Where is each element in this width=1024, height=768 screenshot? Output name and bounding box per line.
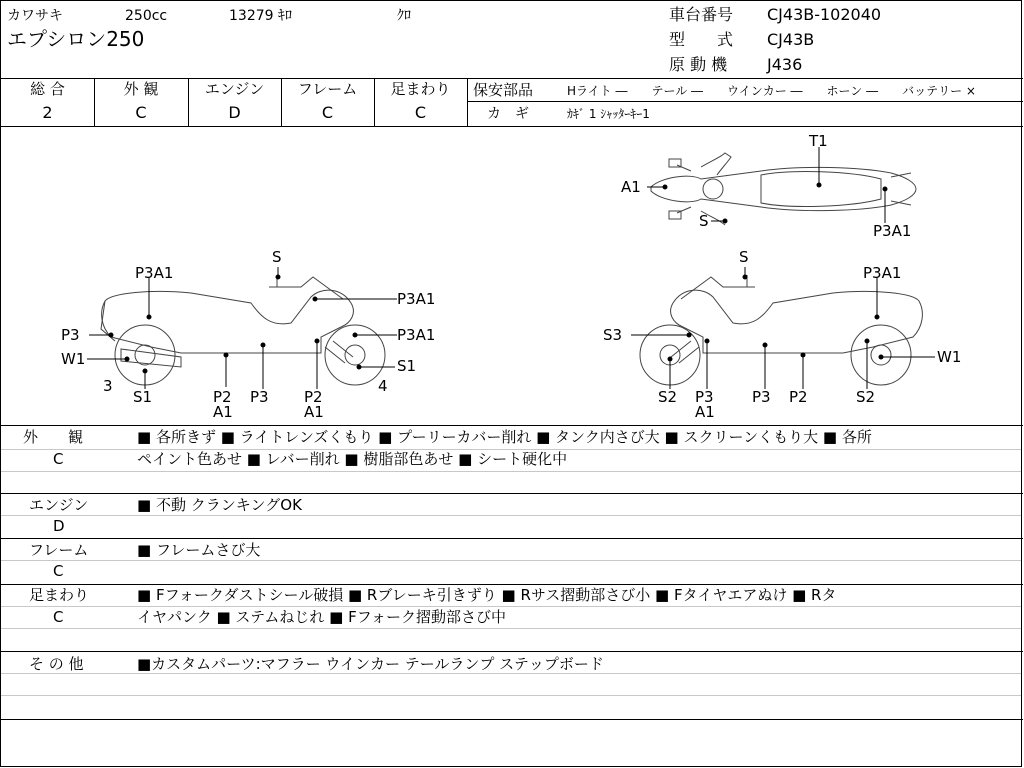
note-suspension-grade: C [53,608,64,626]
note-frame-text-1: ■ フレームさび大 [137,541,261,559]
engine-value: J436 [767,55,803,74]
engine-label: 原 動 機 [669,55,728,74]
diagram-label-left-a1-b: A1 [304,403,324,421]
mileage: 13279 ｷﾛ [229,8,292,24]
diagram-label-left-4: 4 [378,377,388,395]
diagram-label-top-a1: A1 [621,178,641,196]
note-engine-title: エンジン [29,496,89,514]
diagram-label-right-p3-a: P3 [695,388,714,406]
frame-no: CJ43B-102040 [767,5,882,24]
top-view-scooter [651,153,916,225]
diagram-label-left-3: 3 [103,377,113,395]
diagram-label-right-a1: A1 [695,403,715,421]
diagram-label-right-s2-rear: S2 [856,388,876,406]
grade-frame-label: フレーム [297,80,358,98]
note-exterior-text-2: ペイント色あせ ■ レバー削れ ■ 樹脂部色あせ ■ シート硬化中 [137,450,568,468]
diagram-label-left-p3-b: P3 [250,388,269,406]
diagram-label-right-p3-b: P3 [752,388,771,406]
note-engine-text-1: ■ 不動 クランキングOK [137,496,302,514]
diagram-label-left-s: S [272,248,282,266]
safety-label: 保安部品 [473,81,534,99]
diagram-label-right-s: S [739,248,749,266]
note-frame-grade: C [53,562,64,580]
diagram-label-right-p3a1: P3A1 [863,264,902,282]
grade-suspension-label: 足まわり [390,80,451,98]
grade-suspension-value: C [414,103,427,122]
type-value: CJ43B [767,30,815,49]
diagram-label-left-s1-rear: S1 [133,388,153,406]
left-side-view-scooter [101,275,385,385]
note-engine-grade: D [53,517,65,535]
diagram-label-right-s3: S3 [603,326,623,344]
diagram-label-right-s2-front: S2 [658,388,678,406]
diagram-label-left-a1-a: A1 [213,403,233,421]
note-exterior-grade: C [53,450,64,468]
note-frame-title: フレーム [29,541,89,559]
grade-engine-label: エンジン [204,80,265,98]
diagram-label-left-p3a1-fender: P3A1 [397,326,436,344]
diagram-label-left-p3: P3 [61,326,80,344]
key-value: ｶｷﾞ 1 ｼｬｯﾀｰｷｰ1 [567,107,650,121]
diagram-label-top-t1: T1 [809,132,828,150]
diagram-label-top-p3a1: P3A1 [873,222,912,240]
diagram-label-left-p3a1-rear: P3A1 [135,264,174,282]
key-label: カ ギ [487,106,529,122]
model-name: エプシロン250 [7,27,145,51]
diagram-label-top-s: S [699,212,709,230]
note-exterior-text-1: ■ 各所きず ■ ライトレンズくもり ■ プーリーカバー削れ ■ タンク内さび大 ■ スクリーンくもり大 ■ 各所 [137,428,872,446]
grade-total-value: 2 [42,103,53,122]
diagram-label-left-w1: W1 [61,350,86,368]
type-label: 型 式 [669,30,734,49]
grade-exterior-label: 外 観 [123,80,159,98]
diagram-label-left-p2-a: P2 [213,388,232,406]
note-suspension-text-2: イヤパンク ■ ステムねじれ ■ Fフォーク摺動部さび中 [137,608,506,626]
color: ｸﾛ [397,8,411,24]
note-exterior-title: 外 観 [23,428,84,446]
diagram-label-left-p3a1-front: P3A1 [397,290,436,308]
safety-items: Hライト ― テール ― ウインカー ― ホーン ― バッテリー × [567,84,976,98]
grade-frame-value: C [321,103,334,122]
diagram-label-left-s1-front: S1 [397,357,417,375]
grade-engine-value: D [228,103,241,122]
diagram-label-right-w1: W1 [937,348,962,366]
grade-total-label: 総 合 [30,80,65,98]
diagram-label-right-p2: P2 [789,388,808,406]
note-suspension-title: 足まわり [29,586,90,604]
note-other-title: そ の 他 [29,655,84,673]
frame-no-label: 車台番号 [669,5,734,24]
diagram-label-left-p2-b: P2 [304,388,323,406]
maker: カワサキ [7,8,63,24]
right-side-view-scooter [640,275,922,385]
displacement: 250cc [125,8,168,24]
grade-exterior-value: C [135,103,147,122]
note-other-text-1: ■カスタムパーツ:マフラー ウインカー テールランプ ステップボード [137,655,604,673]
note-suspension-text-1: ■ Fフォークダストシール破損 ■ Rブレーキ引きずり ■ Rサス摺動部さび小 ■ Fタイヤエアぬけ ■ Rタ [137,586,837,604]
